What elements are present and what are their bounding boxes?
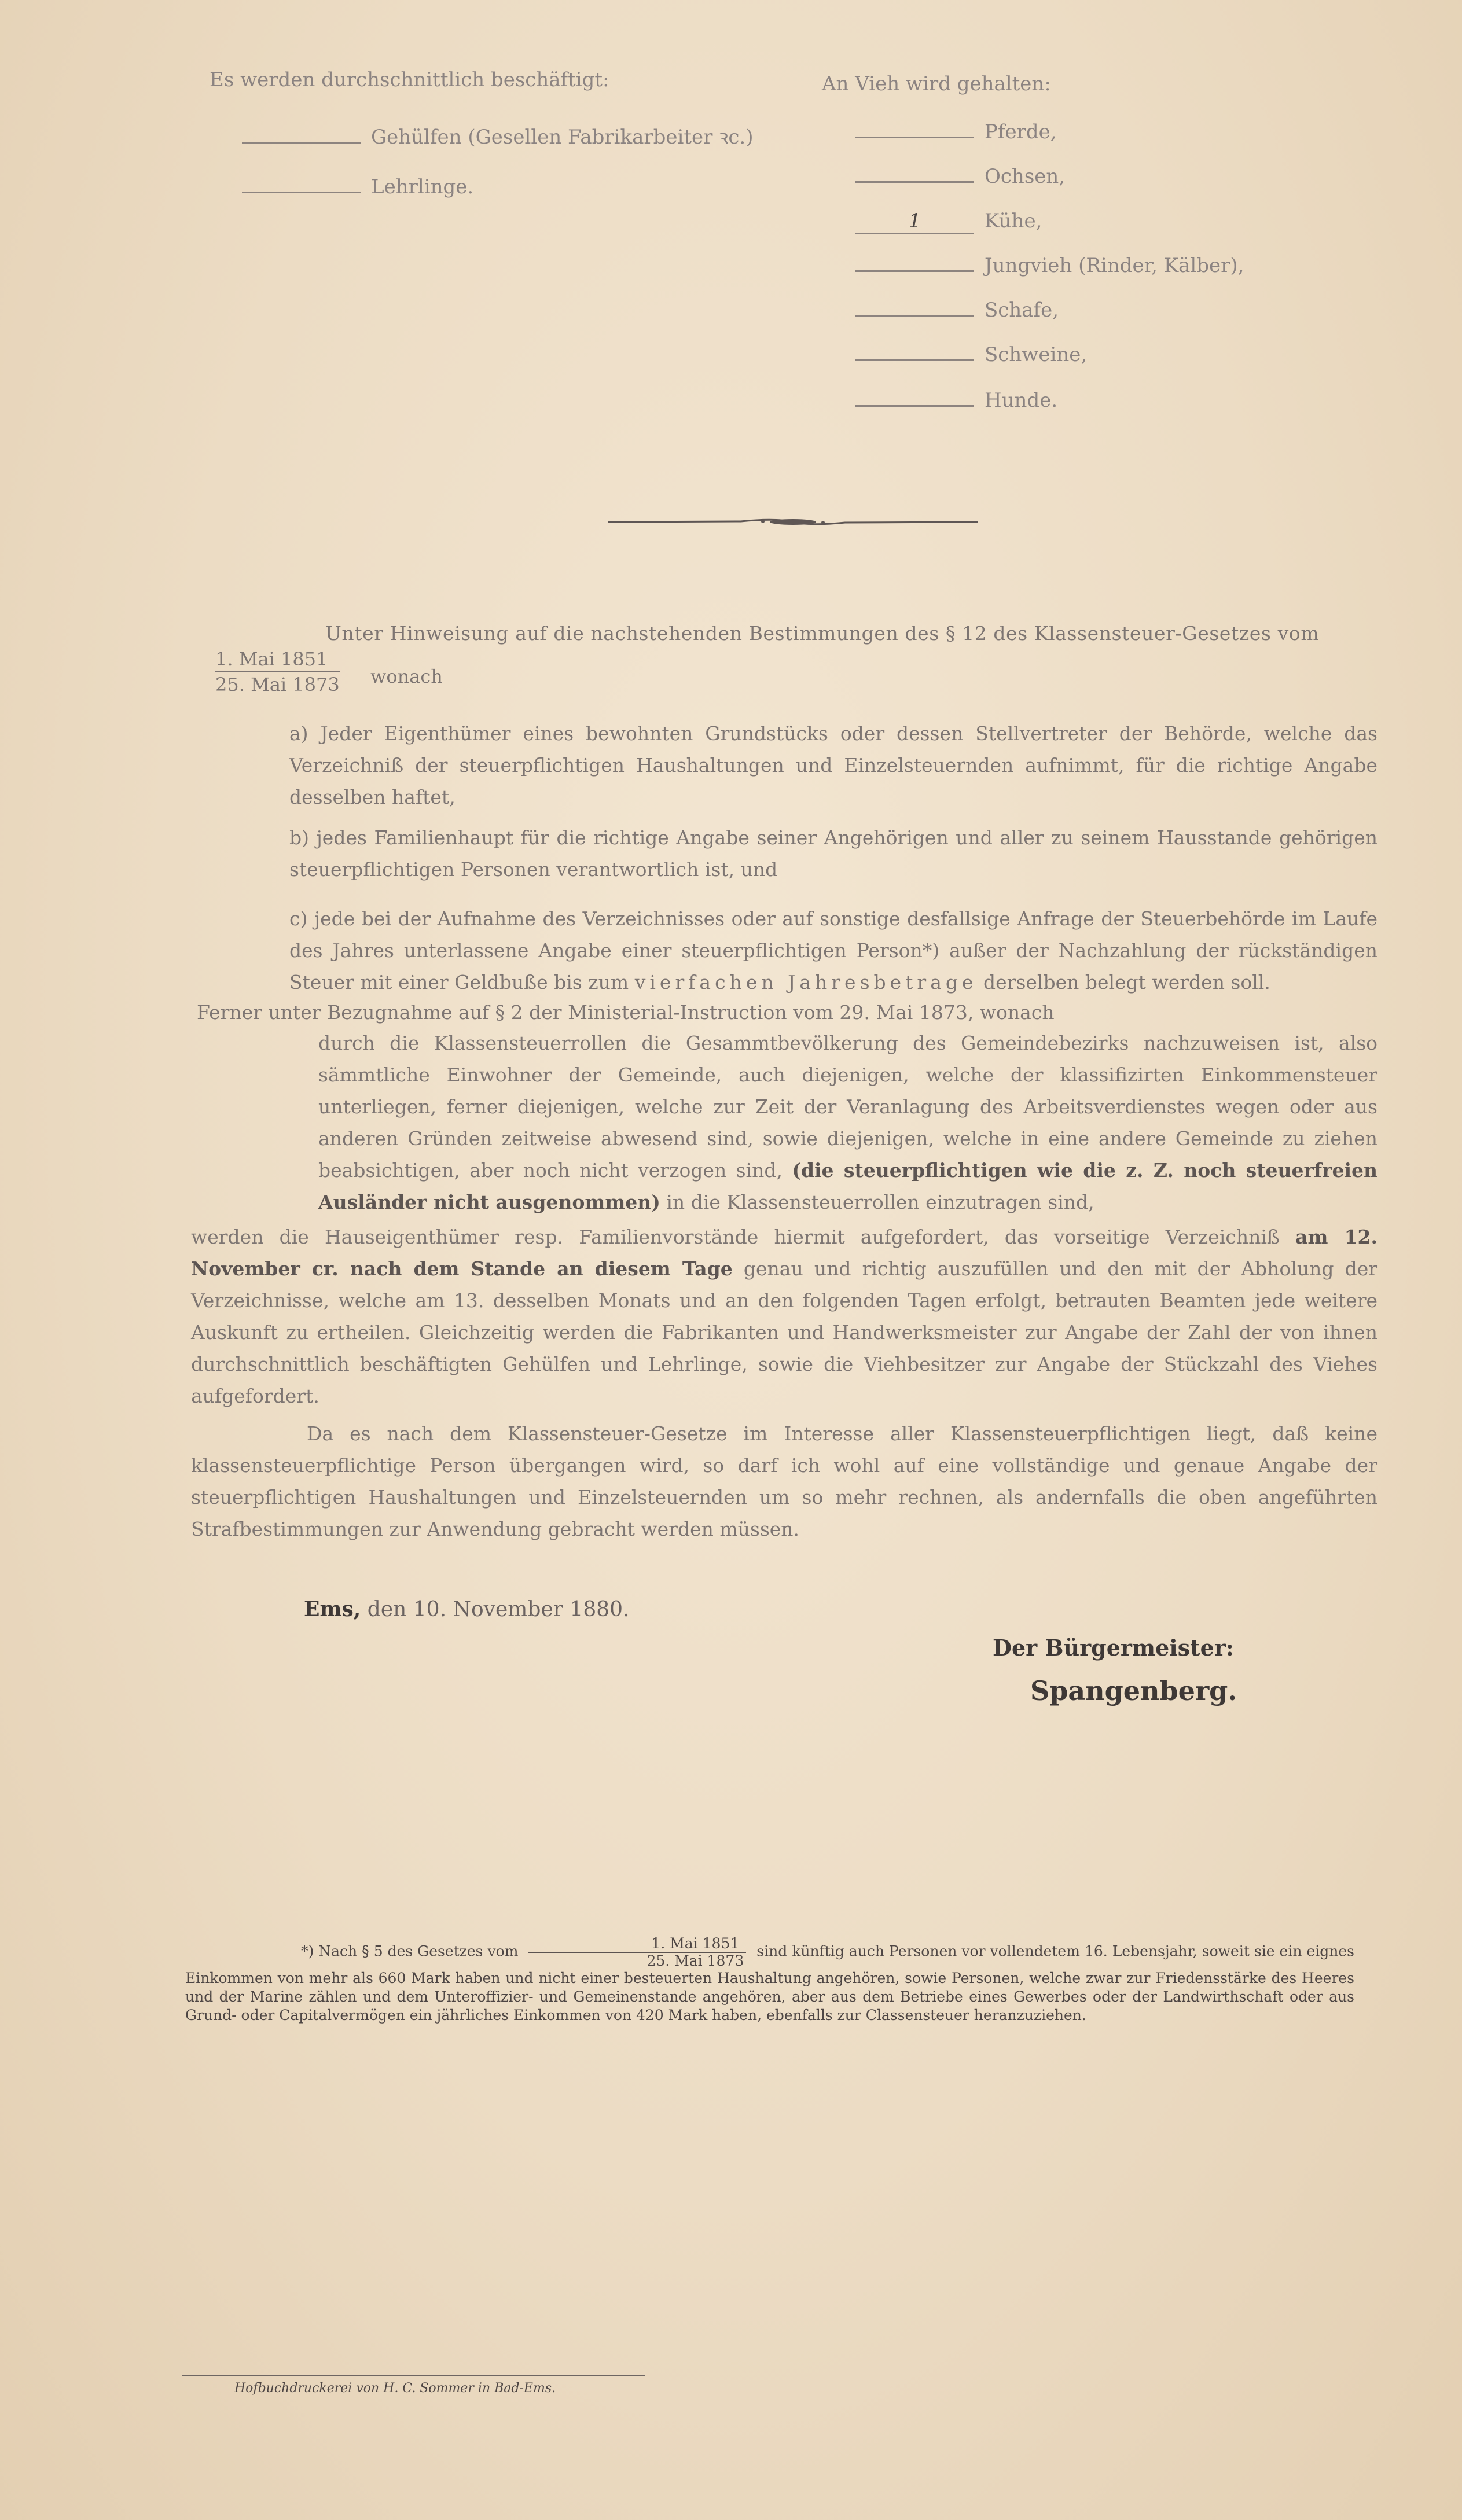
young-cattle-label: Jungvieh (Rinder, Kälber), — [985, 254, 1244, 277]
cows-label: Kühe, — [985, 209, 1042, 233]
item-c-spaced: vierfachen Jahresbetrage — [634, 971, 978, 994]
request-bold: am 12. November cr. nach dem Stande an diesem Tage — [191, 1226, 1378, 1280]
apprentices-label: Lehrlinge. — [371, 175, 474, 198]
pigs-count-field[interactable] — [855, 359, 974, 361]
dogs-count-field[interactable] — [855, 405, 974, 407]
item-b: b) jedes Familienhaupt für die richtige Angabe seiner Angehörigen und aller zu seinem Hausstande gehörigen steuerpflichtigen Personen verantwortlich ist, und — [289, 826, 1377, 881]
mayor-name: Spangenberg. — [1030, 1675, 1237, 1706]
oxen-label: Ochsen, — [985, 165, 1066, 188]
livestock-row-horses — [855, 120, 1057, 144]
footnote-date-2: 25. Mai 1873 — [646, 1952, 744, 1969]
instruction-paragraph — [318, 1027, 1377, 1218]
livestock-row-sheep — [855, 299, 1059, 322]
instruction-bold: (die steuerpflichtigen wie die z. Z. noch steuerfreien Ausländer nicht ausgenommen) — [318, 1159, 1377, 1213]
footnote-text: sind künftig auch Personen vor vollendetem 16. Lebensjahr, soweit sie ein eignes Einkommen von mehr als 660 Mark haben und nicht einer besteuerten Haushaltung angehören, sowie Personen, welche zwar zur Friedensstärke des Heeres und der Marine zählen und dem Unteroffizier- und Gemeinenstande angehören, aber aus dem Betriebe eines Gewerbes oder der Landwirthschaft oder aus Grund- oder Capitalvermögen ein jährliches Einkommen von 420 Mark haben, ebenfalls zur Classensteuer heranzuziehen. — [185, 1943, 1354, 2024]
assistants-count-field[interactable] — [242, 142, 361, 144]
livestock-row-young-cattle — [855, 254, 1244, 277]
law-date-fraction — [215, 647, 340, 697]
closing-paragraph: Da es nach dem Klassensteuer-Gesetze im Interesse aller Klassensteuerpflichtigen liegt, daß keine klassensteuerpflichtige Person übergangen wird, so darf ich wohl auf eine vollständige und genaue Angabe der steuerpflichtigen Haushaltungen und Einzelsteuernden um so mehr rechnen, als andernfalls die oben angeführten Strafbestimmungen zur Anwendung gebracht werden müssen. — [191, 1422, 1377, 1540]
instruction-tail: in die Klassensteuerrollen einzutragen sind, — [666, 1191, 1094, 1213]
ornamental-divider — [608, 510, 978, 534]
ferner-line: Ferner unter Bezugnahme auf § 2 der Ministerial-Instruction vom 29. Mai 1873, wonach — [197, 1001, 1055, 1024]
oxen-count-field[interactable] — [855, 181, 974, 183]
pigs-label: Schweine, — [985, 343, 1088, 366]
footnote-lead: *) Nach § 5 des Gesetzes vom — [301, 1943, 519, 1960]
request-paragraph — [191, 1221, 1377, 1412]
item-c-text-2: derselben belegt werden soll. — [983, 971, 1270, 994]
mayor-title: Der Bürgermeister: — [993, 1635, 1234, 1661]
printer-rule — [182, 2375, 645, 2376]
dogs-label: Hunde. — [985, 389, 1058, 412]
sheep-count-field[interactable] — [855, 315, 974, 317]
request-text: werden die Hauseigenthümer resp. Familienvorstände hiermit aufgefordert, das vorseitige Verzeichniß — [191, 1226, 1280, 1248]
printer-imprint: Hofbuchdruckerei von H. C. Sommer in Bad-Ems. — [234, 2381, 556, 2396]
young-cattle-count-field[interactable] — [855, 270, 974, 272]
assistants-label: Gehülfen (Gesellen Fabrikarbeiter ꝛc.) — [371, 126, 754, 149]
signature-place-date — [304, 1597, 630, 1621]
item-a: a) Jeder Eigenthümer eines bewohnten Grundstücks oder dessen Stellvertreter der Behörde, welche das Verzeichniß der steuerpflichtigen Haushaltungen und Einzelsteuernden aufnimmt, für die richtige Angabe desselben haftet, — [289, 722, 1377, 808]
instruction-text: durch die Klassensteuerrollen die Gesammtbevölkerung des Gemeindebezirks nachzuweisen ist, also sämmtliche Einwohner der Gemeinde, auch diejenigen, welche der klassifizirten Einkommensteuer unterliegen, ferner diejenigen, welche zur Zeit der Veranlagung des Arbeitsverdienstes wegen oder aus anderen Gründen zeitweise abwesend sind, sowie diejenigen, welche in eine andere Gemeinde zu ziehen beabsichtigen, aber noch nicht verzogen sind, — [318, 1032, 1377, 1182]
item-c — [289, 903, 1377, 998]
employees-heading: Es werden durchschnittlich beschäftigt: — [210, 68, 609, 91]
horses-label: Pferde, — [985, 120, 1057, 144]
wonach-label: wonach — [370, 665, 443, 687]
item-c-text-1: c) jede bei der Aufnahme des Verzeichnisses oder auf sonstige desfallsige Anfrage der Steuerbehörde im Laufe des Jahres unterlassene Angabe einer steuerpflichtigen Person*) außer der Nachzahlung der rückständigen Steuer mit einer Geldbuße bis zum — [289, 907, 1377, 994]
footnote-date-fraction — [528, 1936, 746, 1969]
footnote — [185, 1936, 1354, 2025]
cows-count-field[interactable]: 1 — [855, 209, 974, 234]
sheep-label: Schafe, — [985, 299, 1059, 322]
notice-intro-line: Unter Hinweisung auf die nachstehenden Bestimmungen des § 12 des Klassensteuer-Gesetzes vom — [325, 622, 1320, 645]
law-date-2: 25. Mai 1873 — [215, 674, 340, 696]
place-name: Ems, — [304, 1597, 361, 1621]
signature-date: den 10. November 1880. — [367, 1598, 630, 1621]
horses-count-field[interactable] — [855, 137, 974, 138]
employees-row-assistants — [242, 123, 753, 149]
livestock-row-cows — [855, 209, 1042, 234]
request-tail: genau und richtig auszufüllen und den mit der Abholung der Verzeichnisse, welche am 13. desselben Monats und an den folgenden Tagen erfolgt, betrauten Beamten jede weitere Auskunft zu ertheilen. Gleichzeitig werden die Fabrikanten und Handwerksmeister zur Angabe der Zahl der von ihnen durchschnittlich beschäftigten Gehülfen und Lehrlinge, sowie die Viehbesitzer zur Angabe der Stückzahl des Viehes aufgefordert. — [191, 1257, 1377, 1407]
law-date-1: 1. Mai 1851 — [215, 647, 340, 672]
livestock-heading: An Vieh wird gehalten: — [822, 72, 1051, 95]
livestock-row-oxen — [855, 165, 1065, 188]
livestock-row-pigs — [855, 343, 1087, 366]
employees-row-apprentices — [242, 175, 473, 198]
apprentices-count-field[interactable] — [242, 192, 361, 193]
footnote-date-1: 1. Mai 1851 — [528, 1936, 746, 1953]
livestock-row-dogs — [855, 389, 1057, 412]
